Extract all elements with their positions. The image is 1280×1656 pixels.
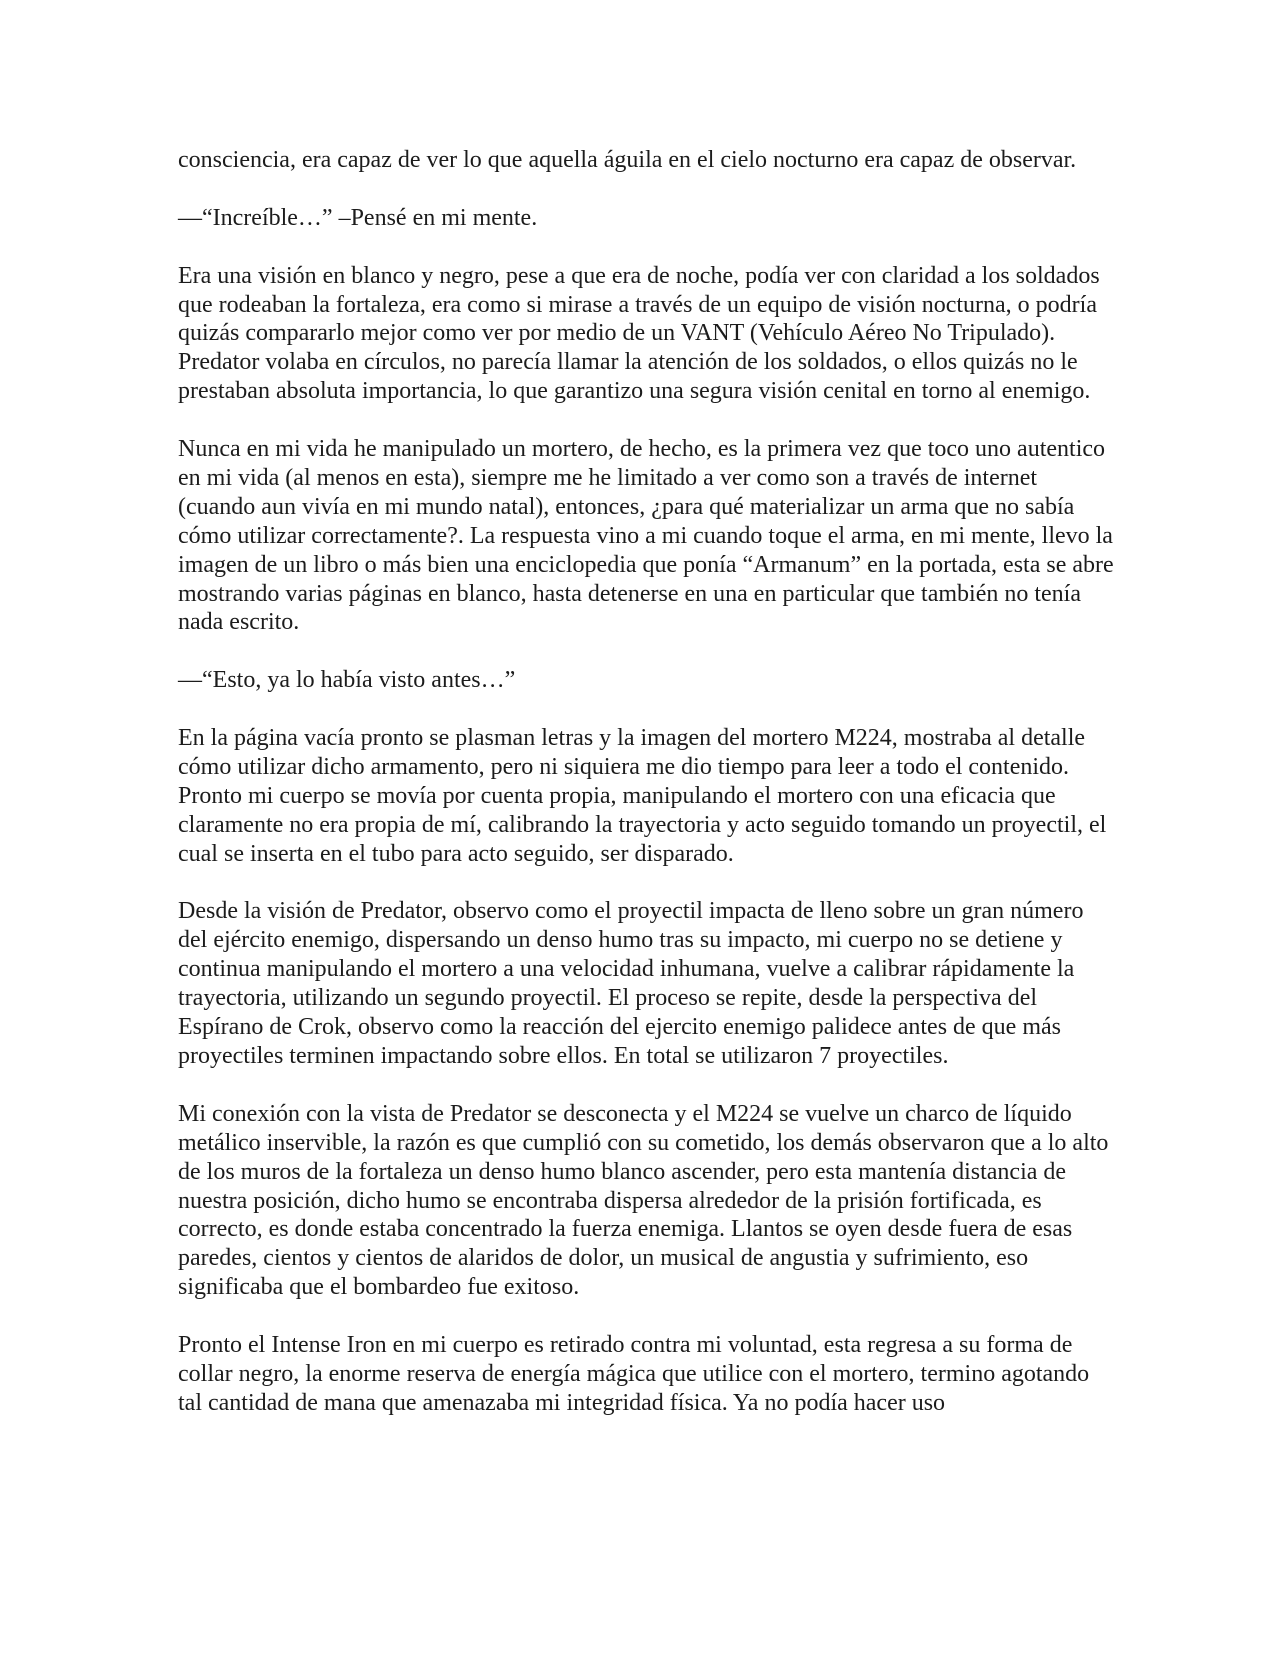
paragraph-3: Era una visión en blanco y negro, pese a que era de noche, podía ver con claridad a los soldados que rodeaban la fortaleza, era como si mirase a través de un equipo de visión nocturna, o podría quizás compararlo mejor como ver por medio de un VANT (Vehículo Aéreo No Tripulado). Predator volaba en círculos, no parecía llamar la atención de los soldados, o ellos quizás no le prestaban absoluta importancia, lo que garantizo una segura visión cenital en torno al enemigo. <box>178 262 1100 405</box>
paragraph-5: —“Esto, ya lo había visto antes…” <box>178 667 516 694</box>
document-page <box>178 146 1118 1447</box>
paragraph-4: Nunca en mi vida he manipulado un mortero, de hecho, es la primera vez que toco uno autentico en mi vida (al menos en esta), siempre me he limitado a ver como son a través de internet (cuando aun vivía en mi mundo natal), entonces, ¿para qué materializar un arma que no sabía cómo utilizar correctamente?. La respuesta vino a mi cuando toque el arma, en mi mente, llevo la imagen de un libro o más bien una enciclopedia que ponía “Armanum” en la portada, esta se abre mostrando varias páginas en blanco, hasta detenerse en una en particular que también no tenía nada escrito. <box>178 436 1114 636</box>
paragraph-6: En la página vacía pronto se plasman letras y la imagen del mortero M224, mostraba al detalle cómo utilizar dicho armamento, pero ni siquiera me dio tiempo para leer a todo el contenido. Pronto mi cuerpo se movía por cuenta propia, manipulando el mortero con una eficacia que claramente no era propia de mí, calibrando la trayectoria y acto seguido tomando un proyectil, el cual se inserta en el tubo para acto seguido, ser disparado. <box>178 725 1107 867</box>
paragraph-1: consciencia, era capaz de ver lo que aquella águila en el cielo nocturno era capaz de observar. <box>178 147 1077 173</box>
paragraph-2: —“Increíble…” –Pensé en mi mente. <box>178 204 538 231</box>
paragraph-9: Pronto el Intense Iron en mi cuerpo es retirado contra mi voluntad, esta regresa a su forma de collar negro, la enorme reserva de energía mágica que utilice con el mortero, termino agotando tal cantidad de mana que amenazaba mi integridad física. Ya no podía hacer uso <box>178 1332 1090 1416</box>
paragraph-8: Mi conexión con la vista de Predator se desconecta y el M224 se vuelve un charco de líquido metálico inservible, la razón es que cumplió con su cometido, los demás observaron que a lo alto de los muros de la fortaleza un denso humo blanco ascender, pero esta mantenía distancia de nuestra posición, dicho humo se encontraba dispersa alrededor de la prisión fortificada, es correcto, es donde estaba concentrado la fuerza enemiga. Llantos se oyen desde fuera de esas paredes, cientos y cientos de alaridos de dolor, un musical de angustia y sufrimiento, eso significaba que el bombardeo fue exitoso. <box>178 1100 1109 1301</box>
paragraph-7: Desde la visión de Predator, observo como el proyectil impacta de lleno sobre un gran número del ejército enemigo, dispersando un denso humo tras su impacto, mi cuerpo no se detiene y continua manipulando el mortero a una velocidad inhumana, vuelve a calibrar rápidamente la trayectoria, utilizando un segundo proyectil. El proceso se repite, desde la perspectiva del Espírano de Crok, observo como la reacción del ejercito enemigo palidece antes de que más proyectiles terminen impactando sobre ellos. En total se utilizaron 7 proyectiles. <box>178 898 1084 1069</box>
